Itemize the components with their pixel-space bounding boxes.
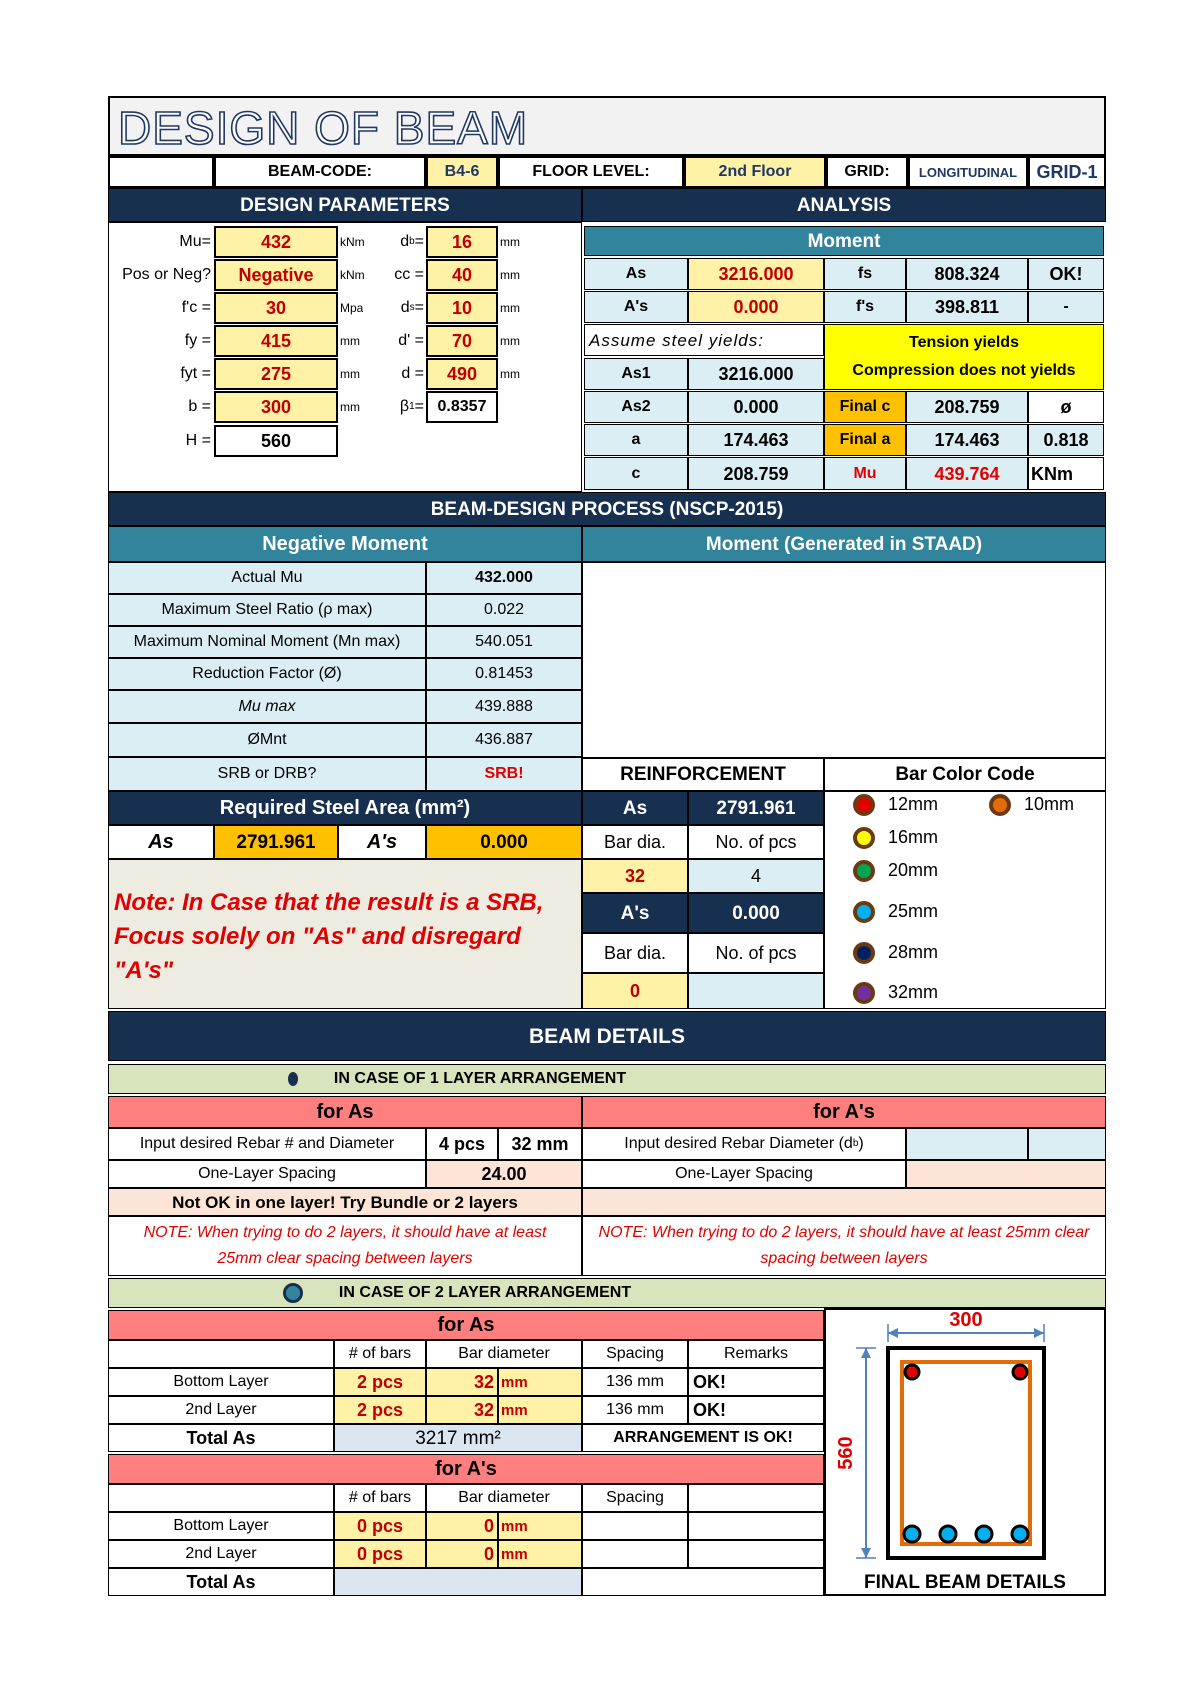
as-bottom-unit: mm [498,1368,582,1396]
asprime-bottom-remark [688,1512,824,1540]
ds-input[interactable]: 10 [426,292,498,324]
bar-color-32mm-icon [853,982,875,1004]
fs-label: fs [824,258,906,290]
bar-color-10mm-label: 10mm [1024,794,1075,814]
fsprime-value: 398.811 [906,291,1028,323]
col-remarks: Remarks [688,1340,824,1368]
two-layer-for-asprime: for A's [108,1454,824,1484]
one-layer-spacing-label: One-Layer Spacing [108,1160,426,1188]
as-second-bars[interactable]: 2 pcs [334,1396,426,1424]
bar-color-20mm-icon [853,860,875,882]
reinf-as-pcs: 4 [688,859,824,893]
pos-neg-label: Pos or Neg? [122,266,211,283]
db-unit: mm [500,235,520,249]
phi-mnt-label: ØMnt [108,723,426,757]
height-arrow-bottom [861,1548,871,1558]
grid-value[interactable]: GRID-1 [1028,156,1106,188]
fc-input[interactable]: 30 [214,292,338,324]
as1-label: As1 [584,358,688,390]
bar-color-16mm-icon [853,827,875,849]
bar-color-28mm-label: 28mm [888,942,939,962]
beam-width-label: 300 [949,1309,983,1331]
d-label: d = [401,365,424,382]
as-total-value: 3217 mm² [334,1424,582,1452]
ds-label-sub: s [409,302,415,313]
beam-details-heading: BEAM DETAILS [108,1011,1106,1061]
reinf-no-pcs-label: No. of pcs [688,825,824,859]
mu-result-value: 439.764 [906,457,1028,490]
fyt-input[interactable]: 275 [214,358,338,390]
reinf-no-pcs-label-2: No. of pcs [688,933,824,973]
bottom-bar-3 [976,1526,992,1542]
as1-value: 3216.000 [688,358,824,390]
bar-color-32mm-label: 32mm [888,982,939,1002]
asprime-second-bars[interactable]: 0 pcs [334,1540,426,1568]
db-input[interactable]: 16 [426,226,498,258]
beam-code-label: BEAM-CODE: [214,156,426,188]
arrangement-status: ARRANGEMENT IS OK! [582,1424,824,1452]
bar-color-12mm-icon [853,794,875,816]
asprime-bottom-layer-label: Bottom Layer [108,1512,334,1540]
reinf-bar-dia-label-2: Bar dia. [582,933,688,973]
as2-value: 0.000 [688,391,824,423]
asprime-second-remark [688,1540,824,1568]
two-layer-heading [108,1278,1106,1308]
final-c-label: Final c [824,391,906,423]
yield-status-box [824,324,1104,390]
mu-result-label: Mu [824,457,906,490]
staad-moment-area [582,562,1106,758]
design-parameters-heading: DESIGN PARAMETERS [108,188,582,222]
fs-value: 808.324 [906,258,1028,290]
as-label: As [584,258,688,290]
as-second-layer-label: 2nd Layer [108,1396,334,1424]
dprime-input[interactable]: 70 [426,325,498,357]
bar-color-16mm-label: 16mm [888,827,939,847]
not-ok-one-layer-2 [582,1188,1106,1216]
fyt-unit: mm [340,367,360,381]
two-layer-heading-text: IN CASE OF 2 LAYER ARRANGEMENT [338,1284,632,1301]
col-blank-2 [108,1484,334,1512]
input-rebar-dia-asprime-1[interactable] [906,1128,1028,1160]
col-blank [108,1340,334,1368]
input-rebar-dia-label-sub: b [852,1138,859,1149]
two-layer-note-asprime: NOTE: When trying to do 2 layers, it should have at least 25mm clear spacing between layers [582,1216,1106,1276]
fc-label: f'c = [181,299,211,316]
as-second-dia[interactable]: 32 [426,1396,498,1424]
header-blank [108,156,214,188]
as-bottom-layer-label: Bottom Layer [108,1368,334,1396]
tension-yields: Tension yields [909,334,1019,351]
grid-direction[interactable]: LONGITUDINAL [908,156,1028,188]
cc-unit: mm [500,268,520,282]
max-nominal-moment-value: 540.051 [426,626,582,658]
col-spacing: Spacing [582,1340,688,1368]
fsprime-status: - [1028,291,1104,323]
bar-color-25mm-icon [853,901,875,923]
process-heading: BEAM-DESIGN PROCESS (NSCP-2015) [108,492,1106,526]
bar-color-20mm-label: 20mm [888,860,939,880]
asprime-total-value [334,1568,582,1596]
reinf-bar-dia-label: Bar dia. [582,825,688,859]
srb-drb-value: SRB! [426,757,582,791]
as-second-unit: mm [498,1396,582,1424]
b-label: b = [188,398,211,415]
b-unit: mm [340,400,360,414]
srb-note: Note: In Case that the result is a SRB, Focus solely on "As" and disregard "A's" [114,889,544,984]
beta-label [382,391,424,423]
bar-color-code-heading: Bar Color Code [824,758,1106,791]
analysis-heading: ANALYSIS [582,188,1106,222]
reinforcement-heading: REINFORCEMENT [582,758,824,791]
srb-drb-label: SRB or DRB? [108,757,426,791]
b-input[interactable]: 300 [214,391,338,423]
db-label [382,226,424,258]
asprime-bottom-spacing [582,1512,688,1540]
reinf-as-label: As [582,791,688,825]
grid-label: GRID: [826,156,908,188]
beam-height-label: 560 [835,1436,857,1470]
beta-value: 0.8357 [426,391,498,423]
input-rebar-dia-asprime-2[interactable] [1028,1128,1106,1160]
staad-moment-heading: Moment (Generated in STAAD) [582,526,1106,562]
width-arrow-right [1034,1328,1044,1338]
input-rebar-dia-label-text: Input desired Rebar Diameter (d [624,1135,853,1152]
bar-color-12mm-label: 12mm [888,794,939,814]
bottom-bar-1 [904,1526,920,1542]
req-asprime-label: A's [338,825,426,859]
asprime-value: 0.000 [688,291,824,323]
height-arrow-top [861,1348,871,1358]
as-bottom-remark: OK! [688,1368,824,1396]
col-bar-diameter: Bar diameter [426,1340,582,1368]
db-label-sub: b [409,236,415,247]
one-layer-for-asprime: for A's [582,1096,1106,1128]
color-code-list [824,791,1106,1009]
asprime-total-status [582,1568,824,1596]
floor-level-label: FLOOR LEVEL: [498,156,684,188]
assume-yields: Assume steel yields: [584,324,824,356]
as-total-label: Total As [108,1424,334,1452]
input-rebar-pcs[interactable]: 4 pcs [426,1128,498,1160]
actual-mu-label: Actual Mu [108,562,426,594]
fy-label: fy = [184,332,211,349]
final-c-value: 208.759 [906,391,1028,423]
cc-label: cc = [394,266,424,283]
asprime-second-layer-label: 2nd Layer [108,1540,334,1568]
col-num-bars-2: # of bars [334,1484,426,1512]
beam-code-value[interactable]: B4-6 [426,156,498,188]
cc-input[interactable]: 40 [426,259,498,291]
mu-label: Mu= [179,233,211,250]
mu-result-unit: KNm [1028,457,1104,490]
as2-label: As2 [584,391,688,423]
as-bottom-spacing: 136 mm [582,1368,688,1396]
page-title: DESIGN OF BEAM [118,102,529,154]
bottom-bar-4 [1012,1526,1028,1542]
moment-heading: Moment [584,226,1104,256]
asprime-second-spacing [582,1540,688,1568]
h-label: H = [185,432,211,449]
one-layer-heading-text: IN CASE OF 1 LAYER ARRANGEMENT [333,1070,627,1087]
one-layer-spacing-value: 24.00 [426,1160,582,1188]
db-label-text: d [400,233,410,250]
final-a-label: Final a [824,424,906,456]
two-layer-for-as: for As [108,1310,824,1340]
mu-input[interactable]: 432 [214,226,338,258]
h-value: 560 [214,425,338,457]
as-bottom-bars[interactable]: 2 pcs [334,1368,426,1396]
top-bar-left [905,1365,919,1379]
asprime-total-label: Total As [108,1568,334,1596]
beta-label-text: β [399,398,410,415]
width-arrow-left [888,1328,898,1338]
col-bar-diameter-2: Bar diameter [426,1484,582,1512]
db-label-eq: = [414,233,424,250]
bar-color-10mm-icon [989,794,1011,816]
top-bar-right [1013,1365,1027,1379]
phi-label: ø [1028,391,1104,423]
col-spacing-2: Spacing [582,1484,688,1512]
phi-value: 0.818 [1028,424,1104,456]
ds-label [382,292,424,324]
as-second-spacing: 136 mm [582,1396,688,1424]
floor-level-value[interactable]: 2nd Floor [684,156,826,188]
dprime-label: d' = [398,332,424,349]
phi-mnt-value: 436.887 [426,723,582,757]
one-layer-spacing-value-2 [906,1160,1106,1188]
reinf-asprime-value: 0.000 [688,893,824,933]
fy-input[interactable]: 415 [214,325,338,357]
pos-neg-unit: kNm [340,268,365,282]
a-value: 174.463 [688,424,824,456]
fs-status: OK! [1028,258,1104,290]
asprime-label: A's [584,291,688,323]
d-value: 490 [426,358,498,390]
fc-unit: Mpa [340,301,364,315]
fy-unit: mm [340,334,360,348]
max-steel-ratio-value: 0.022 [426,594,582,626]
two-layer-note-as: NOTE: When trying to do 2 layers, it should have at least 25mm clear spacing between layers [108,1216,582,1276]
req-as-label: As [108,825,214,859]
pos-neg-input[interactable]: Negative [214,259,338,291]
c-value: 208.759 [688,457,824,490]
two-layer-bullet-icon [283,1283,303,1303]
as-value: 3216.000 [688,258,824,290]
reduction-factor-label: Reduction Factor (Ø) [108,658,426,690]
asprime-bottom-unit: mm [498,1512,582,1540]
mu-unit: kNm [340,235,365,249]
a-label: a [584,424,688,456]
one-layer-spacing-label-2: One-Layer Spacing [582,1160,906,1188]
fyt-label: fyt = [180,365,211,382]
asprime-bottom-dia[interactable]: 0 [426,1512,498,1540]
one-layer-bullet-icon [288,1072,298,1086]
col-blank-3 [688,1484,824,1512]
input-rebar-dia[interactable]: 32 mm [498,1128,582,1160]
input-rebar-label: Input desired Rebar # and Diameter [108,1128,426,1160]
input-rebar-dia-label [582,1128,906,1160]
final-beam-caption: FINAL BEAM DETAILS [864,1571,1066,1593]
asprime-second-unit: mm [498,1540,582,1568]
beta-label-eq: = [414,398,424,415]
input-rebar-dia-label-end: ) [858,1135,864,1152]
reduction-factor-value: 0.81453 [426,658,582,690]
ds-unit: mm [500,301,520,315]
reinf-asprime-pcs [688,973,824,1009]
dprime-unit: mm [500,334,520,348]
ds-label-text: d [400,299,410,316]
req-asprime-value: 0.000 [426,825,582,859]
beam-section-drawing [824,1308,1106,1596]
reinf-as-value: 2791.961 [688,791,824,825]
reinf-as-dia-input[interactable]: 32 [582,859,688,893]
bottom-bar-2 [940,1526,956,1542]
as-second-remark: OK! [688,1396,824,1424]
mu-max-value: 439.888 [426,690,582,723]
one-layer-heading [108,1064,1106,1094]
reinf-asprime-label: A's [582,893,688,933]
one-layer-for-as: for As [108,1096,582,1128]
col-num-bars: # of bars [334,1340,426,1368]
reinf-asprime-dia-input[interactable]: 0 [582,973,688,1009]
negative-moment-heading: Negative Moment [108,526,582,562]
max-nominal-moment-label: Maximum Nominal Moment (Mn max) [108,626,426,658]
fsprime-label: f's [824,291,906,323]
bar-color-28mm-icon [853,942,875,964]
as-bottom-dia[interactable]: 32 [426,1368,498,1396]
actual-mu-value: 432.000 [426,562,582,594]
beta-label-sub: 1 [409,401,415,412]
not-ok-one-layer: Not OK in one layer! Try Bundle or 2 layers [108,1188,582,1216]
bar-color-25mm-label: 25mm [888,901,939,921]
max-steel-ratio-label: Maximum Steel Ratio (ρ max) [108,594,426,626]
ds-label-eq: = [414,299,424,316]
compression-yields: Compression does not yields [852,362,1076,379]
asprime-second-dia[interactable]: 0 [426,1540,498,1568]
required-steel-heading: Required Steel Area (mm²) [108,791,582,825]
final-a-value: 174.463 [906,424,1028,456]
mu-max-label: Mu max [108,690,426,723]
c-label: c [584,457,688,490]
asprime-bottom-bars[interactable]: 0 pcs [334,1512,426,1540]
d-unit: mm [500,367,520,381]
req-as-value: 2791.961 [214,825,338,859]
